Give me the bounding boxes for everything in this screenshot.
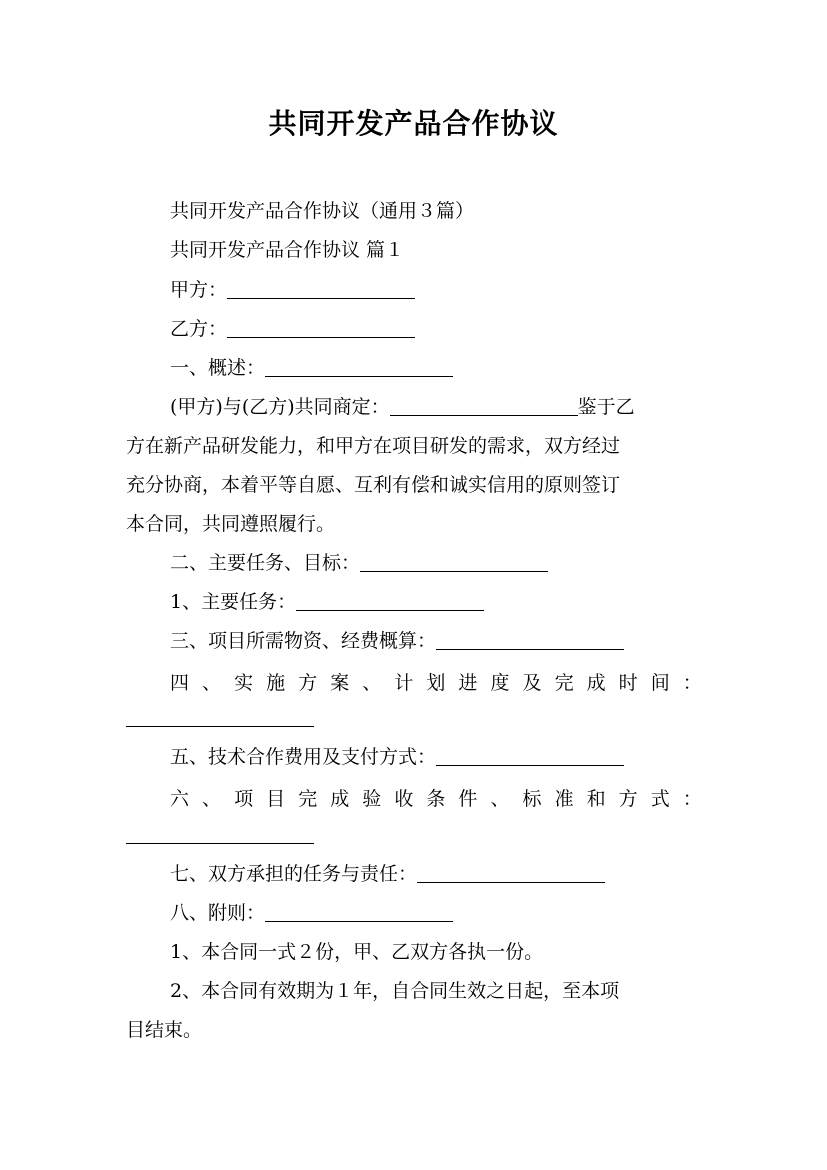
budget-label: 三、项目所需物资、经费概算： — [170, 630, 437, 652]
agreement-start: (甲方)与(乙方)共同商定： — [170, 396, 390, 418]
plan-blank-line — [126, 706, 314, 730]
char: 件 — [458, 788, 478, 810]
duties-blank — [417, 864, 605, 883]
char: 方 — [618, 788, 638, 810]
overview-line — [170, 356, 453, 380]
char: 项 — [234, 788, 254, 810]
party-b-line — [170, 317, 415, 341]
agreement-end: 鉴于乙 — [577, 396, 635, 418]
agreement-line-2: 方在新产品研发能力，和甲方在项目研发的需求，双方经过 — [126, 435, 621, 457]
char: 六 — [170, 788, 190, 810]
agreement-line-3: 充分协商，本着平等自愿、互利有偿和诚实信用的原则签订 — [126, 474, 621, 496]
duties-line — [170, 862, 605, 886]
agreement-line-1 — [170, 395, 635, 419]
char: 、 — [202, 672, 222, 694]
party-b-label: 乙方： — [170, 318, 228, 340]
main-task-line — [170, 590, 484, 614]
party-b-blank — [227, 319, 415, 338]
char: 条 — [426, 788, 446, 810]
char: 目 — [266, 788, 286, 810]
party-a-blank — [227, 280, 415, 299]
char: 时 — [618, 672, 638, 694]
char: 划 — [426, 672, 446, 694]
main-task-label: 1、主要任务： — [170, 591, 297, 613]
char: 及 — [522, 672, 542, 694]
annex-label: 八、附则： — [170, 902, 266, 924]
char: 四 — [170, 672, 190, 694]
char: 、 — [490, 788, 510, 810]
clause-1: 1、本合同一式２份，甲、乙双方各执一份。 — [170, 941, 544, 963]
budget-blank — [436, 631, 624, 650]
char: 标 — [522, 788, 542, 810]
char: ： — [682, 788, 702, 810]
fee-line — [170, 745, 624, 769]
char: 完 — [554, 672, 574, 694]
char: 方 — [298, 672, 318, 694]
char: 度 — [490, 672, 510, 694]
char: 、 — [362, 672, 382, 694]
plan-blank — [126, 708, 314, 727]
section-heading: 共同开发产品合作协议 篇１ — [170, 239, 405, 261]
char: 和 — [586, 788, 606, 810]
char: 实 — [234, 672, 254, 694]
overview-label: 一、概述： — [170, 357, 266, 379]
char: 进 — [458, 672, 478, 694]
agreement-line-4: 本合同，共同遵照履行。 — [126, 513, 336, 535]
duties-label: 七、双方承担的任务与责任： — [170, 863, 418, 885]
annex-line — [170, 901, 453, 925]
agreement-blank — [390, 397, 578, 416]
char: 成 — [586, 672, 606, 694]
party-a-line — [170, 278, 415, 302]
document-title: 共同开发产品合作协议 — [268, 107, 559, 140]
clause-2-line-1: 2、本合同有效期为１年，自合同生效之日起，至本项 — [170, 980, 620, 1002]
char: 间 — [650, 672, 670, 694]
char: 完 — [298, 788, 318, 810]
char: 计 — [394, 672, 414, 694]
clause-2-line-2: 目结束。 — [126, 1019, 203, 1041]
annex-blank — [265, 903, 453, 922]
main-task-blank — [296, 592, 484, 611]
tasks-goals-line — [170, 551, 548, 575]
char: 案 — [330, 672, 350, 694]
subtitle-line: 共同开发产品合作协议（通用３篇） — [170, 200, 475, 222]
tasks-goals-blank — [360, 553, 548, 572]
char: ： — [682, 672, 702, 694]
acceptance-line — [170, 784, 702, 811]
char: 式 — [650, 788, 670, 810]
party-a-label: 甲方： — [170, 279, 228, 301]
char: 、 — [202, 788, 222, 810]
char: 准 — [554, 788, 574, 810]
char: 收 — [394, 788, 414, 810]
char: 成 — [330, 788, 350, 810]
overview-blank — [265, 358, 453, 377]
plan-line — [170, 668, 702, 695]
budget-line — [170, 629, 624, 653]
fee-label: 五、技术合作费用及支付方式： — [170, 746, 437, 768]
acceptance-blank — [126, 825, 314, 844]
fee-blank — [436, 747, 624, 766]
acceptance-blank-line — [126, 823, 314, 847]
char: 验 — [362, 788, 382, 810]
tasks-goals-label: 二、主要任务、目标： — [170, 552, 361, 574]
char: 施 — [266, 672, 286, 694]
